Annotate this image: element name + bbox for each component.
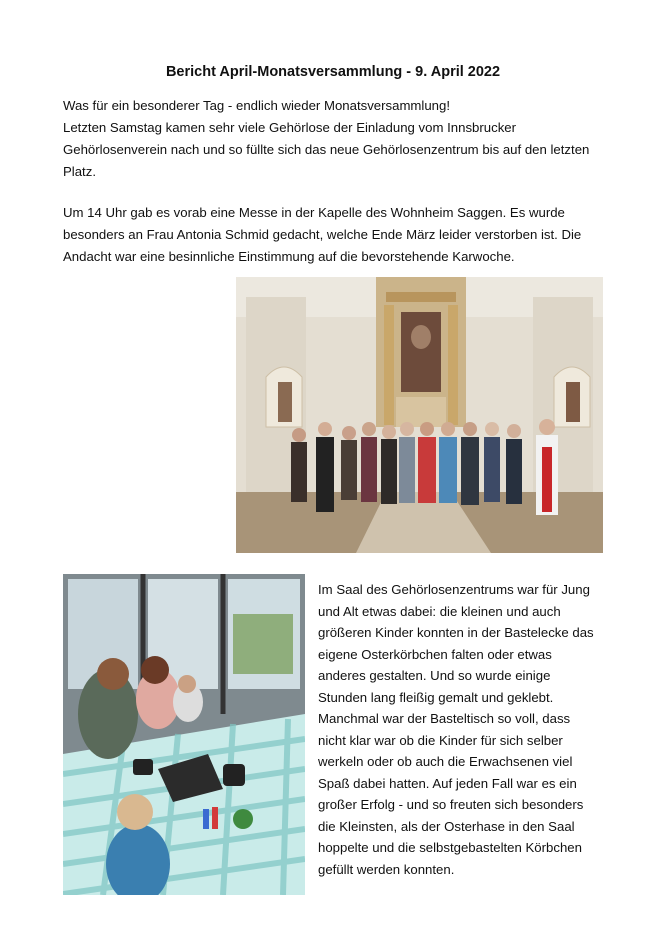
- craft-paragraph: [318, 579, 618, 880]
- mass-paragraph: [63, 202, 615, 268]
- text-line: Manchmal war der Basteltisch so voll, dass: [318, 711, 571, 726]
- text-line: Um 14 Uhr gab es vorab eine Messe in der Kapelle des Wohnheim Saggen. Es wurde: [63, 205, 565, 220]
- text-line: Was für ein besonderer Tag - endlich wieder Monatsversammlung!: [63, 98, 451, 113]
- text-line: die Kleinsten, als der Osterhase in den Saal: [318, 818, 575, 834]
- text-line: Andacht war eine besinnliche Einstimmung auf die bevorstehende Karwoche.: [63, 249, 515, 264]
- text-line: Letzten Samstag kamen sehr viele Gehörlose der Einladung vom Innsbrucker: [63, 120, 517, 135]
- craft-corner-photo: [63, 574, 305, 895]
- text-line: nicht klar war ob die Kinder für sich selber: [318, 732, 563, 748]
- text-line: gefüllt werden konnten.: [318, 861, 455, 877]
- intro-paragraph: [63, 95, 615, 183]
- text-line: Im Saal des Gehörlosenzentrums war für Jung: [318, 582, 590, 597]
- text-line: und Alt etwas dabei: die kleinen und auch: [318, 603, 561, 619]
- text-line: eigene Osterkörbchen falten oder etwas: [318, 646, 552, 662]
- text-line: besonders an Frau Antonia Schmid gedacht, welche Ende März leider verstorben ist. Die: [63, 227, 582, 242]
- text-line: hoppelte und die selbstgebastelten Körbchen: [318, 840, 582, 855]
- text-line: anderes gestalten. Und so wurde einige: [318, 668, 551, 683]
- text-line: Gehörlosenverein nach und so füllte sich das neue Gehörlosenzentrum bis auf den letzten: [63, 142, 590, 157]
- chapel-group-photo: [236, 277, 603, 553]
- text-line: Stunden lang fleißig gemalt und geklebt.: [318, 689, 554, 705]
- text-line: Spaß dabei hatten. Auf jeden Fall war es ein: [318, 775, 577, 791]
- page-title: Bericht April-Monatsversammlung - 9. April 2022: [165, 64, 501, 80]
- text-line: werkeln oder ob auch die Erwachsenen viel: [318, 754, 573, 769]
- text-line: Platz.: [63, 164, 96, 179]
- text-line: größeren Kinder konnten in der Bastelecke das: [318, 625, 594, 640]
- text-line: großer Erfolg - und so freuten sich besonders: [318, 797, 584, 812]
